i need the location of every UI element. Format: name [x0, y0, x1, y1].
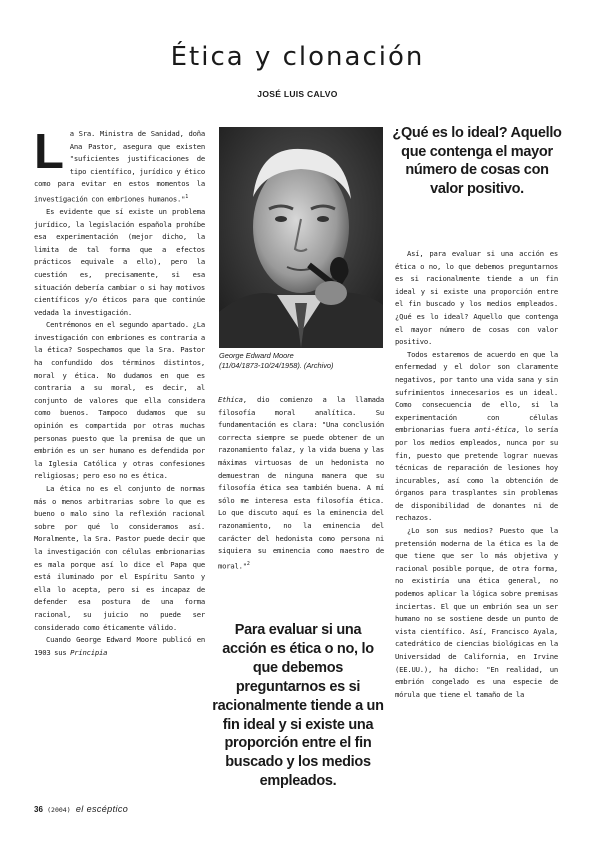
emphasis-text: anti-ética: [474, 425, 516, 435]
paragraph: La ética no es el conjunto de normas más o menos arbitrarias sobre lo que es bueno o malo sino la reflexión racional sobre por qué lo consideramos así. Moralmente, la Sra. Pastor puede decir que la investigación con células embrionarias es mala porque así lo dice el Papa que está iluminado por el Espíritu Santo y ella lo acepta, pero si es incapaz de defender esa postura de una forma racional, su juicio no puede ser considerado como éticamente válido.: [34, 484, 205, 632]
article-author: JOSÉ LUIS CALVO: [257, 89, 338, 99]
caption-name: George Edward Moore: [219, 351, 294, 360]
book-title: Ethica: [218, 395, 243, 404]
paragraph: Así, para evaluar si una acción es ética o no, lo que debemos preguntarnos es si racionalmente tiende a un fin ideal y si existe una proporción entre el fin buscado y los medios empleados. ¿Qué es lo ideal? Aquello que contenga el mayor número de cosas con valor positivo.: [395, 249, 558, 347]
pull-quote-1: ¿Qué es lo ideal? Aquello que contenga el mayor número de cosas con valor positivo.: [392, 125, 562, 197]
paragraph-text: Todos estaremos de acuerdo en que la enfermedad y el dolor son claramente negativos, por tanto una vida sana y sin sufrimientos innecesarios es un ideal. Como consecuencia de ello, si la experimentación con células embrionarias fuera: [395, 349, 558, 435]
portrait-photo: [219, 127, 383, 348]
paragraph: [34, 125, 205, 206]
article-title: Ética y clonación: [170, 42, 425, 72]
paragraph: Es evidente que sí existe un problema jurídico, la legislación española prohíbe esa experimentación (mejor dicho, la limita de tal forma que a efectos prácticos equivale a ello), pero la cuestión es, precisamente, si esa situación debería cambiar o si hay motivos científicos y/o éticos para que continúe vedada la investigación.: [34, 206, 205, 317]
portrait-image: [219, 127, 383, 348]
issue-year: (2004): [47, 806, 71, 814]
magazine-name: el escéptico: [75, 804, 129, 814]
text-column-2: [218, 394, 384, 573]
photo-caption: [219, 351, 389, 371]
pull-quote-2: Para evaluar si una acción es ética o no, lo que debemos preguntarnos es si racionalmente tiende a un fin ideal y si existe una proporción entre el fin buscado y los medios empleados.: [212, 622, 384, 790]
paragraph: [218, 394, 384, 573]
paragraph: [395, 349, 558, 525]
caption-dates: (11/04/1873-10/24/1958). (Archivo): [219, 361, 334, 370]
footnote-ref: 2: [246, 560, 250, 567]
paragraph-text: a Sra. Ministra de Sanidad, doña Ana Pastor, asegura que existen "suficientes justificaciones de tipo científico, jurídico y ético como para evitar en estos momentos la investigación con embriones humanos.": [34, 129, 205, 204]
text-column-1: [34, 125, 205, 659]
paragraph-text: , dio comienzo a la llamada filosofía moral analítica. Su fundamentación es clara: "Una conclusión correcta siempre se puede obtener de un razonamiento falaz, y la vida buena y las máximas virtuosas de un hedonista no demuestran de ninguna manera que su filosofía ética sea también buena. A mí sólo me interesa esta filosofía ética. Lo que discuto aquí es la eminencia del razonamiento, no la eminencia del carácter del hedonista como persona ni siquiera su eminencia como maestro de moral.": [218, 395, 384, 571]
paragraph-text: , lo sería por los medios empleados, nunca por su fin, puesto que pretende lograr nuevas técnicas de reparación de lesiones hoy incurables, así como la obtención de órganos para trasplantes sin problemas de disponibilidad de donantes ni de rechazos.: [395, 425, 558, 523]
paragraph: ¿Lo son sus medios? Puesto que la pretensión moderna de la ética es la de que tiene que ser lo más objetiva y racional posible porque, de otra forma, no existiría una ética general, no podemos aplicar la lógica sobre premisas inciertas. El que un embrión sea un ser humano no se sostiene desde un punto de vista científico. Así, Francisco Ayala, catedrático de ciencias biológicas en la Universidad de California, en Irvine (EE.UU.), ha dicho: "En realidad, un embrión congelado es una especie de mórula que tiene el tamaño de la: [395, 526, 558, 699]
paragraph: [34, 634, 205, 659]
paragraph: Centrémonos en el segundo apartado. ¿La investigación con embriones es contraria a la ética? Sospechamos que la Sra. Pastor ha confundido dos términos distintos, moral y ética. No dudamos en que es contraria a su moral, es decir, al conjunto de valores que ella considera como buenos. Tampoco dudamos que su opinión es compartida por otras muchas personas puesto que la premisa de que un embrión es un ser humano es defendida por la Iglesia Católica y otras confesiones religiosas; pero eso no es ética.: [34, 320, 205, 481]
book-title: Principia: [70, 647, 108, 657]
text-column-3: [395, 248, 558, 701]
footnote-ref: 1: [185, 193, 189, 200]
paragraph-text: Cuando George Edward Moore publicó en 1903 sus: [34, 635, 205, 657]
drop-cap: L: [34, 125, 64, 179]
page-number: 36: [34, 805, 43, 814]
page-footer: [34, 804, 128, 814]
